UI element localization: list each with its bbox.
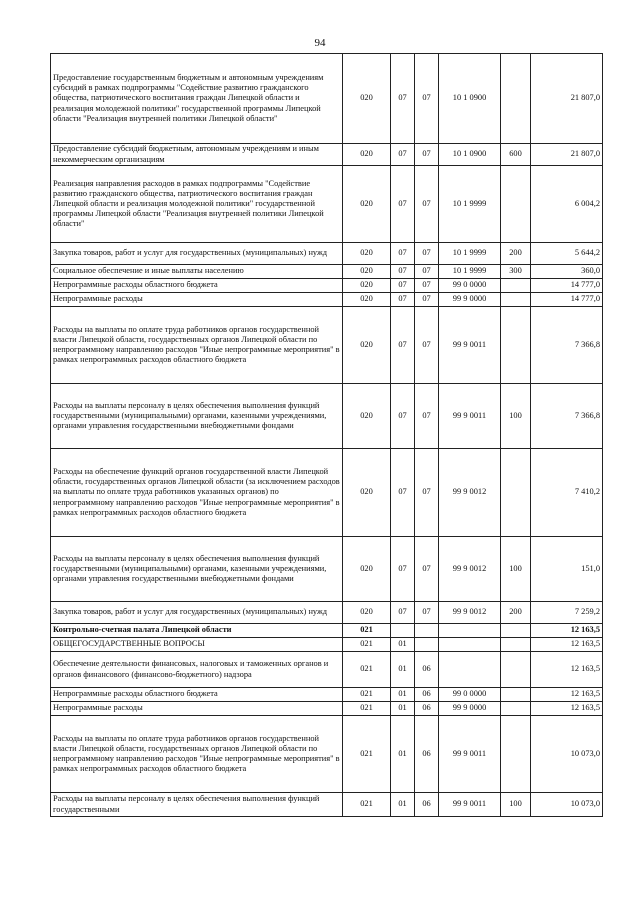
ved-code: 020 xyxy=(343,279,391,293)
expense-type-code xyxy=(501,652,531,688)
section-code: 01 xyxy=(391,716,415,793)
table-body xyxy=(51,54,603,817)
row-name: Непрограммные расходы xyxy=(51,702,343,716)
subsection-code: 06 xyxy=(415,652,439,688)
table-row xyxy=(51,602,603,624)
row-name: ОБЩЕГОСУДАРСТВЕННЫЕ ВОПРОСЫ xyxy=(51,638,343,652)
target-article-code: 99 9 0000 xyxy=(439,293,501,307)
expense-type-code: 300 xyxy=(501,265,531,279)
section-code: 07 xyxy=(391,144,415,166)
section-code: 07 xyxy=(391,54,415,144)
expense-type-code xyxy=(501,279,531,293)
row-name: Обеспечение деятельности финансовых, налоговых и таможенных органов и органов финансового (финансово-бюджетного) надзора xyxy=(51,652,343,688)
row-name: Реализация направления расходов в рамках подпрограммы "Содействие развитию гражданского общества, патриотического воспитания граждан Липецкой области и реализация молодежной политики" государственной программы Липецкой области "Реализация внутренней политики Липецкой области" xyxy=(51,166,343,243)
section-code xyxy=(391,624,415,638)
amount: 21 807,0 xyxy=(531,54,603,144)
amount: 14 777,0 xyxy=(531,293,603,307)
section-code: 01 xyxy=(391,702,415,716)
table-row xyxy=(51,652,603,688)
subsection-code: 06 xyxy=(415,716,439,793)
target-article-code: 10 1 9999 xyxy=(439,265,501,279)
section-code: 01 xyxy=(391,652,415,688)
expense-type-code xyxy=(501,449,531,537)
section-code: 07 xyxy=(391,265,415,279)
expense-type-code: 100 xyxy=(501,537,531,602)
subsection-code: 06 xyxy=(415,702,439,716)
ved-code: 020 xyxy=(343,537,391,602)
row-name: Социальное обеспечение и иные выплаты населению xyxy=(51,265,343,279)
ved-code: 020 xyxy=(343,384,391,449)
subsection-code: 07 xyxy=(415,307,439,384)
subsection-code: 07 xyxy=(415,449,439,537)
ved-code: 020 xyxy=(343,144,391,166)
table-row xyxy=(51,279,603,293)
amount: 151,0 xyxy=(531,537,603,602)
ved-code: 020 xyxy=(343,293,391,307)
target-article-code: 10 1 9999 xyxy=(439,166,501,243)
row-name: Расходы на выплаты персоналу в целях обеспечения выполнения функций государственными xyxy=(51,793,343,817)
section-code: 07 xyxy=(391,293,415,307)
table-row xyxy=(51,793,603,817)
table-row xyxy=(51,449,603,537)
row-name: Контрольно-счетная палата Липецкой области xyxy=(51,624,343,638)
expense-type-code: 200 xyxy=(501,602,531,624)
page-number: 94 xyxy=(314,37,326,49)
subsection-code: 06 xyxy=(415,793,439,817)
table-row xyxy=(51,166,603,243)
section-code: 07 xyxy=(391,537,415,602)
expense-type-code xyxy=(501,688,531,702)
section-code: 01 xyxy=(391,793,415,817)
amount: 7 410,2 xyxy=(531,449,603,537)
amount: 12 163,5 xyxy=(531,688,603,702)
expense-type-code xyxy=(501,166,531,243)
subsection-code: 07 xyxy=(415,279,439,293)
ved-code: 020 xyxy=(343,243,391,265)
target-article-code: 99 9 0000 xyxy=(439,702,501,716)
expense-type-code xyxy=(501,293,531,307)
ved-code: 020 xyxy=(343,602,391,624)
table-row xyxy=(51,624,603,638)
row-name: Предоставление субсидий бюджетным, автономным учреждениям и иным некоммерческим организациям xyxy=(51,144,343,166)
expense-type-code xyxy=(501,638,531,652)
section-code: 01 xyxy=(391,638,415,652)
subsection-code xyxy=(415,638,439,652)
amount: 7 259,2 xyxy=(531,602,603,624)
target-article-code: 99 9 0012 xyxy=(439,449,501,537)
target-article-code xyxy=(439,652,501,688)
table-row xyxy=(51,265,603,279)
expense-type-code xyxy=(501,307,531,384)
expense-type-code: 100 xyxy=(501,793,531,817)
amount: 21 807,0 xyxy=(531,144,603,166)
row-name: Расходы на обеспечение функций органов государственной власти Липецкой области, государственных органов Липецкой области (за исключением расходов на выплаты по оплате труда работников указанных органов) по непрограммному направлению расходов "Иные непрограммные мероприятия" в рамках непрограммных расходов областного бюджета xyxy=(51,449,343,537)
expense-type-code: 100 xyxy=(501,384,531,449)
ved-code: 020 xyxy=(343,307,391,384)
amount: 7 366,8 xyxy=(531,384,603,449)
amount: 12 163,5 xyxy=(531,638,603,652)
ved-code: 020 xyxy=(343,265,391,279)
expense-type-code xyxy=(501,716,531,793)
ved-code: 021 xyxy=(343,624,391,638)
amount: 12 163,5 xyxy=(531,652,603,688)
target-article-code: 99 9 0011 xyxy=(439,307,501,384)
ved-code: 021 xyxy=(343,716,391,793)
subsection-code xyxy=(415,624,439,638)
target-article-code: 99 9 0012 xyxy=(439,602,501,624)
subsection-code: 07 xyxy=(415,293,439,307)
row-name: Непрограммные расходы областного бюджета xyxy=(51,279,343,293)
row-name: Непрограммные расходы xyxy=(51,293,343,307)
row-name: Расходы на выплаты по оплате труда работников органов государственной власти Липецкой области, государственных органов Липецкой области по непрограммному направлению расходов "Иные непрограммные мероприятия" в рамках непрограммных расходов областного бюджета xyxy=(51,716,343,793)
expense-type-code: 200 xyxy=(501,243,531,265)
table-row xyxy=(51,688,603,702)
ved-code: 020 xyxy=(343,54,391,144)
section-code: 01 xyxy=(391,688,415,702)
table-row xyxy=(51,537,603,602)
row-name: Предоставление государственным бюджетным и автономным учреждениям субсидий в рамках подпрограммы "Содействие развитию гражданского общества, патриотического воспитания граждан Липецкой области и реализация молодежной политики" государственной программы Липецкой области "Реализация внутренней политики Липецкой области" xyxy=(51,54,343,144)
subsection-code: 07 xyxy=(415,265,439,279)
amount: 5 644,2 xyxy=(531,243,603,265)
amount: 10 073,0 xyxy=(531,716,603,793)
expense-type-code xyxy=(501,624,531,638)
ved-code: 021 xyxy=(343,702,391,716)
row-name: Расходы на выплаты персоналу в целях обеспечения выполнения функций государственными (муниципальными) органами, казенными учреждениями, органами управления государственными внебюджетными фондами xyxy=(51,537,343,602)
table-row xyxy=(51,144,603,166)
subsection-code: 07 xyxy=(415,384,439,449)
section-code: 07 xyxy=(391,384,415,449)
target-article-code: 99 9 0011 xyxy=(439,793,501,817)
subsection-code: 07 xyxy=(415,54,439,144)
subsection-code: 07 xyxy=(415,166,439,243)
target-article-code xyxy=(439,624,501,638)
subsection-code: 06 xyxy=(415,688,439,702)
ved-code: 020 xyxy=(343,166,391,243)
table-row xyxy=(51,307,603,384)
target-article-code: 99 0 0000 xyxy=(439,688,501,702)
table-row xyxy=(51,716,603,793)
expense-type-code xyxy=(501,702,531,716)
section-code: 07 xyxy=(391,307,415,384)
target-article-code xyxy=(439,638,501,652)
target-article-code: 10 1 0900 xyxy=(439,144,501,166)
section-code: 07 xyxy=(391,279,415,293)
row-name: Расходы на выплаты персоналу в целях обеспечения выполнения функций государственными (муниципальными) органами, казенными учреждениями, органами управления государственными внебюджетными фондами xyxy=(51,384,343,449)
ved-code: 021 xyxy=(343,652,391,688)
table-row xyxy=(51,293,603,307)
target-article-code: 10 1 0900 xyxy=(439,54,501,144)
section-code: 07 xyxy=(391,449,415,537)
target-article-code: 10 1 9999 xyxy=(439,243,501,265)
section-code: 07 xyxy=(391,166,415,243)
table-row xyxy=(51,702,603,716)
subsection-code: 07 xyxy=(415,243,439,265)
table-row xyxy=(51,638,603,652)
row-name: Непрограммные расходы областного бюджета xyxy=(51,688,343,702)
table-row xyxy=(51,384,603,449)
subsection-code: 07 xyxy=(415,602,439,624)
table-row xyxy=(51,243,603,265)
row-name: Закупка товаров, работ и услуг для государственных (муниципальных) нужд xyxy=(51,602,343,624)
amount: 12 163,5 xyxy=(531,702,603,716)
expense-type-code: 600 xyxy=(501,144,531,166)
target-article-code: 99 9 0011 xyxy=(439,716,501,793)
expense-type-code xyxy=(501,54,531,144)
amount: 7 366,8 xyxy=(531,307,603,384)
amount: 14 777,0 xyxy=(531,279,603,293)
amount: 6 004,2 xyxy=(531,166,603,243)
ved-code: 020 xyxy=(343,449,391,537)
amount: 12 163,5 xyxy=(531,624,603,638)
subsection-code: 07 xyxy=(415,537,439,602)
amount: 360,0 xyxy=(531,265,603,279)
section-code: 07 xyxy=(391,243,415,265)
target-article-code: 99 0 0000 xyxy=(439,279,501,293)
budget-table xyxy=(50,53,603,817)
ved-code: 021 xyxy=(343,638,391,652)
section-code: 07 xyxy=(391,602,415,624)
target-article-code: 99 9 0011 xyxy=(439,384,501,449)
amount: 10 073,0 xyxy=(531,793,603,817)
row-name: Расходы на выплаты по оплате труда работников органов государственной власти Липецкой области, государственных органов Липецкой области по непрограммному направлению расходов "Иные непрограммные мероприятия" в рамках непрограммных расходов областного бюджета xyxy=(51,307,343,384)
ved-code: 021 xyxy=(343,793,391,817)
row-name: Закупка товаров, работ и услуг для государственных (муниципальных) нужд xyxy=(51,243,343,265)
table-row xyxy=(51,54,603,144)
subsection-code: 07 xyxy=(415,144,439,166)
target-article-code: 99 9 0012 xyxy=(439,537,501,602)
ved-code: 021 xyxy=(343,688,391,702)
